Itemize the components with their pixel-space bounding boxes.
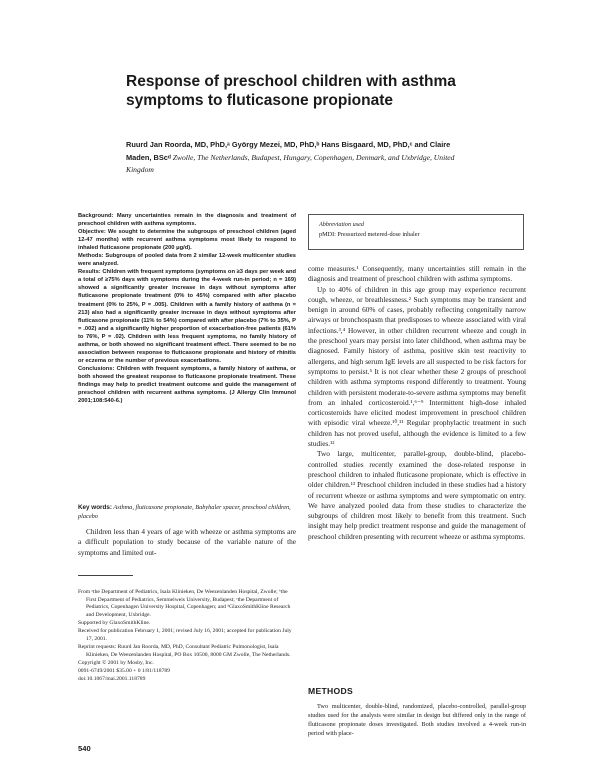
body-paragraph: come measures.¹ Consequently, many uncertainties still remain in the diagnosis and treatment of preschool children with asthma symptoms. — [308, 264, 526, 284]
keywords-label: Key words: — [78, 504, 112, 511]
article-title: Response of preschool children with asthma symptoms to fluticasone propionate — [126, 73, 456, 109]
body-text-right — [308, 264, 526, 542]
author-block — [126, 139, 476, 177]
abbreviation-box — [308, 214, 524, 250]
footnote-issn: 0091-6749/2001 $35.00 + 0 1/81/118789 — [78, 667, 170, 674]
author-locations: Zwolle, The Netherlands, Budapest, Hungary, Copenhagen, Denmark, and Uxbridge, United Kingdom — [126, 152, 455, 174]
abstract-background: Background: Many uncertainties remain in the diagnosis and treatment of preschool children with asthma symptoms. — [78, 213, 296, 228]
abbreviation-heading: Abbreviation used — [319, 221, 364, 228]
methods-heading: METHODS — [308, 686, 354, 696]
footnote-copyright: Copyright © 2001 by Mosby, Inc. — [78, 659, 154, 666]
abstract-results: Results: Children with frequent symptoms (symptoms on ≥3 days per week and a total of ≥75% days with symptoms during the 4-week run-in period; n = 169) showed a significantly greater increase in days without symptoms after fluticasone propionate treatment (0% to 45%) compared with after placebo treatment (0% to 25%, P = .005). Children with a family history of asthma (n = 213) also had a significantly greater increase in days without symptoms after fluticasone propionate (11% to 54%) compared with after placebo (7% to 35%, P = .002) and a significantly higher proportion of exacerbation-free patients (61% to 76%, P = .02). Children with less frequent symptoms, no family history of asthma, or both showed no significant treatment effect. There seemed to be no association between response to fluticasone propionate and history of rhinitis or eczema or the number of previous exacerbations. — [78, 269, 296, 364]
intro-paragraph: Children less than 4 years of age with wheeze or asthma symptoms are a difficult population to study because of the variable nature of the symptoms and limited out- — [78, 527, 296, 557]
footnote-reprints: Reprint requests: Ruurd Jan Roorda, MD, PhD, Consultant Pediatric Pulmonologist, Isala Klinieken, De Weezenlanden Hospital, PO Box 10500, 8000 GM Zwolle, The Netherlands. — [78, 644, 291, 658]
abstract — [78, 212, 296, 405]
abstract-objective: Objective: We sought to determine the subgroups of preschool children (aged 12-47 months) with recurrent asthma symptoms most likely to respond to inhaled fluticasone propionate (200 μg/d). — [78, 229, 296, 252]
footnote-received: Received for publication February 1, 2001; revised July 16, 2001; accepted for publication July 17, 2001. — [78, 628, 292, 642]
footnote-affiliations: From ᵃthe Department of Pediatrics, Isala Klinieken, De Weezenlanden Hospital, Zwolle; ᵇthe First Department of Pediatrics, Semmelweis University, Budapest; ᶜthe Department of Pediatrics, Copenhagen University Hospital, Copenhagen; and ᵈGlaxoSmithKline Research and Development, Uxbridge. — [78, 589, 291, 619]
footnote-divider — [78, 575, 133, 576]
author-names: Ruurd Jan Roorda, MD, PhD,ᵃ György Mezei, MD, PhD,ᵇ Hans Bisgaard, MD, PhD,ᶜ and Claire Maden, BScᵈ — [126, 140, 451, 162]
abstract-methods: Methods: Subgroups of pooled data from 2 similar 12-week multicenter studies were analyzed. — [78, 253, 296, 268]
methods-paragraph: Two multicenter, double-blind, randomized, placebo-controlled, parallel-group studies used for the analysis were similar in design but differed only in the range of fluticasone propionate doses investigated. Both studies involved a 4-week run-in period with place- — [308, 703, 526, 737]
page-number: 540 — [78, 744, 91, 753]
body-paragraph: Two large, multicenter, parallel-group, double-blind, placebo-controlled studies recently examined the dose-related response in preschool children to inhaled fluticasone propionate, which is effective in older children.¹³ Preschool children included in these studies had a history of recurrent wheeze or asthma symptoms and were symptomatic on entry. We have analyzed pooled data from these studies to characterize the subgroups of children most likely to benefit from this treatment. Such insight may help predict treatment response and guide the management of preschool children presenting with recurrent wheeze or asthma symptoms. — [308, 449, 526, 541]
footnotes — [78, 589, 296, 684]
keywords — [78, 504, 296, 521]
abstract-conclusions: Conclusions: Children with frequent symptoms, a family history of asthma, or both showed the greatest response to fluticasone propionate treatment. These findings may help to predict treatment outcome and guide the management of preschool children with recurrent asthma symptoms. (J Allergy Clin Immunol 2001;108:540-6.) — [78, 365, 296, 405]
footnote-support: Supported by GlaxoSmithKline. — [78, 620, 151, 627]
keywords-text: Asthma, fluticasone propionate, Babyhaler spacer, preschool children, placebo — [78, 504, 291, 520]
body-paragraph: Up to 40% of children in this age group may experience recurrent cough, wheeze, or breathlessness.² Such symptoms may be transient and benign in around 60% of cases, probably reflecting congenitally narrow airways or bronchospasm that predisposes to wheeze associated with viral infections.³,⁴ However, in other children recurrent wheeze and cough in the preschool years may persist into later childhood, when asthma may be diagnosed. Family history of asthma, positive skin test reactivity to allergens, and high serum IgE levels are all suspected to be risk factors for symptoms to persist.⁵ It is not clear whether these 2 groups of preschool children with asthma symptoms respond differently to treatment. Young children with persistent moderate-to-severe asthma symptoms may benefit from an inhaled corticosteroid.¹,⁶⁻⁹ Intermittent high-dose inhaled corticosteroids have elicited modest improvement in preschool children with episodic viral wheeze.¹⁰,¹¹ Regular prophylactic treatment in such children has not proved useful, although the evidence is limited to a few studies.¹² — [308, 284, 526, 449]
footnote-doi: doi:10.1067/mai.2001.118789 — [78, 676, 146, 683]
abbreviation-item: pMDI: Pressurized metered-dose inhaler — [319, 230, 420, 238]
